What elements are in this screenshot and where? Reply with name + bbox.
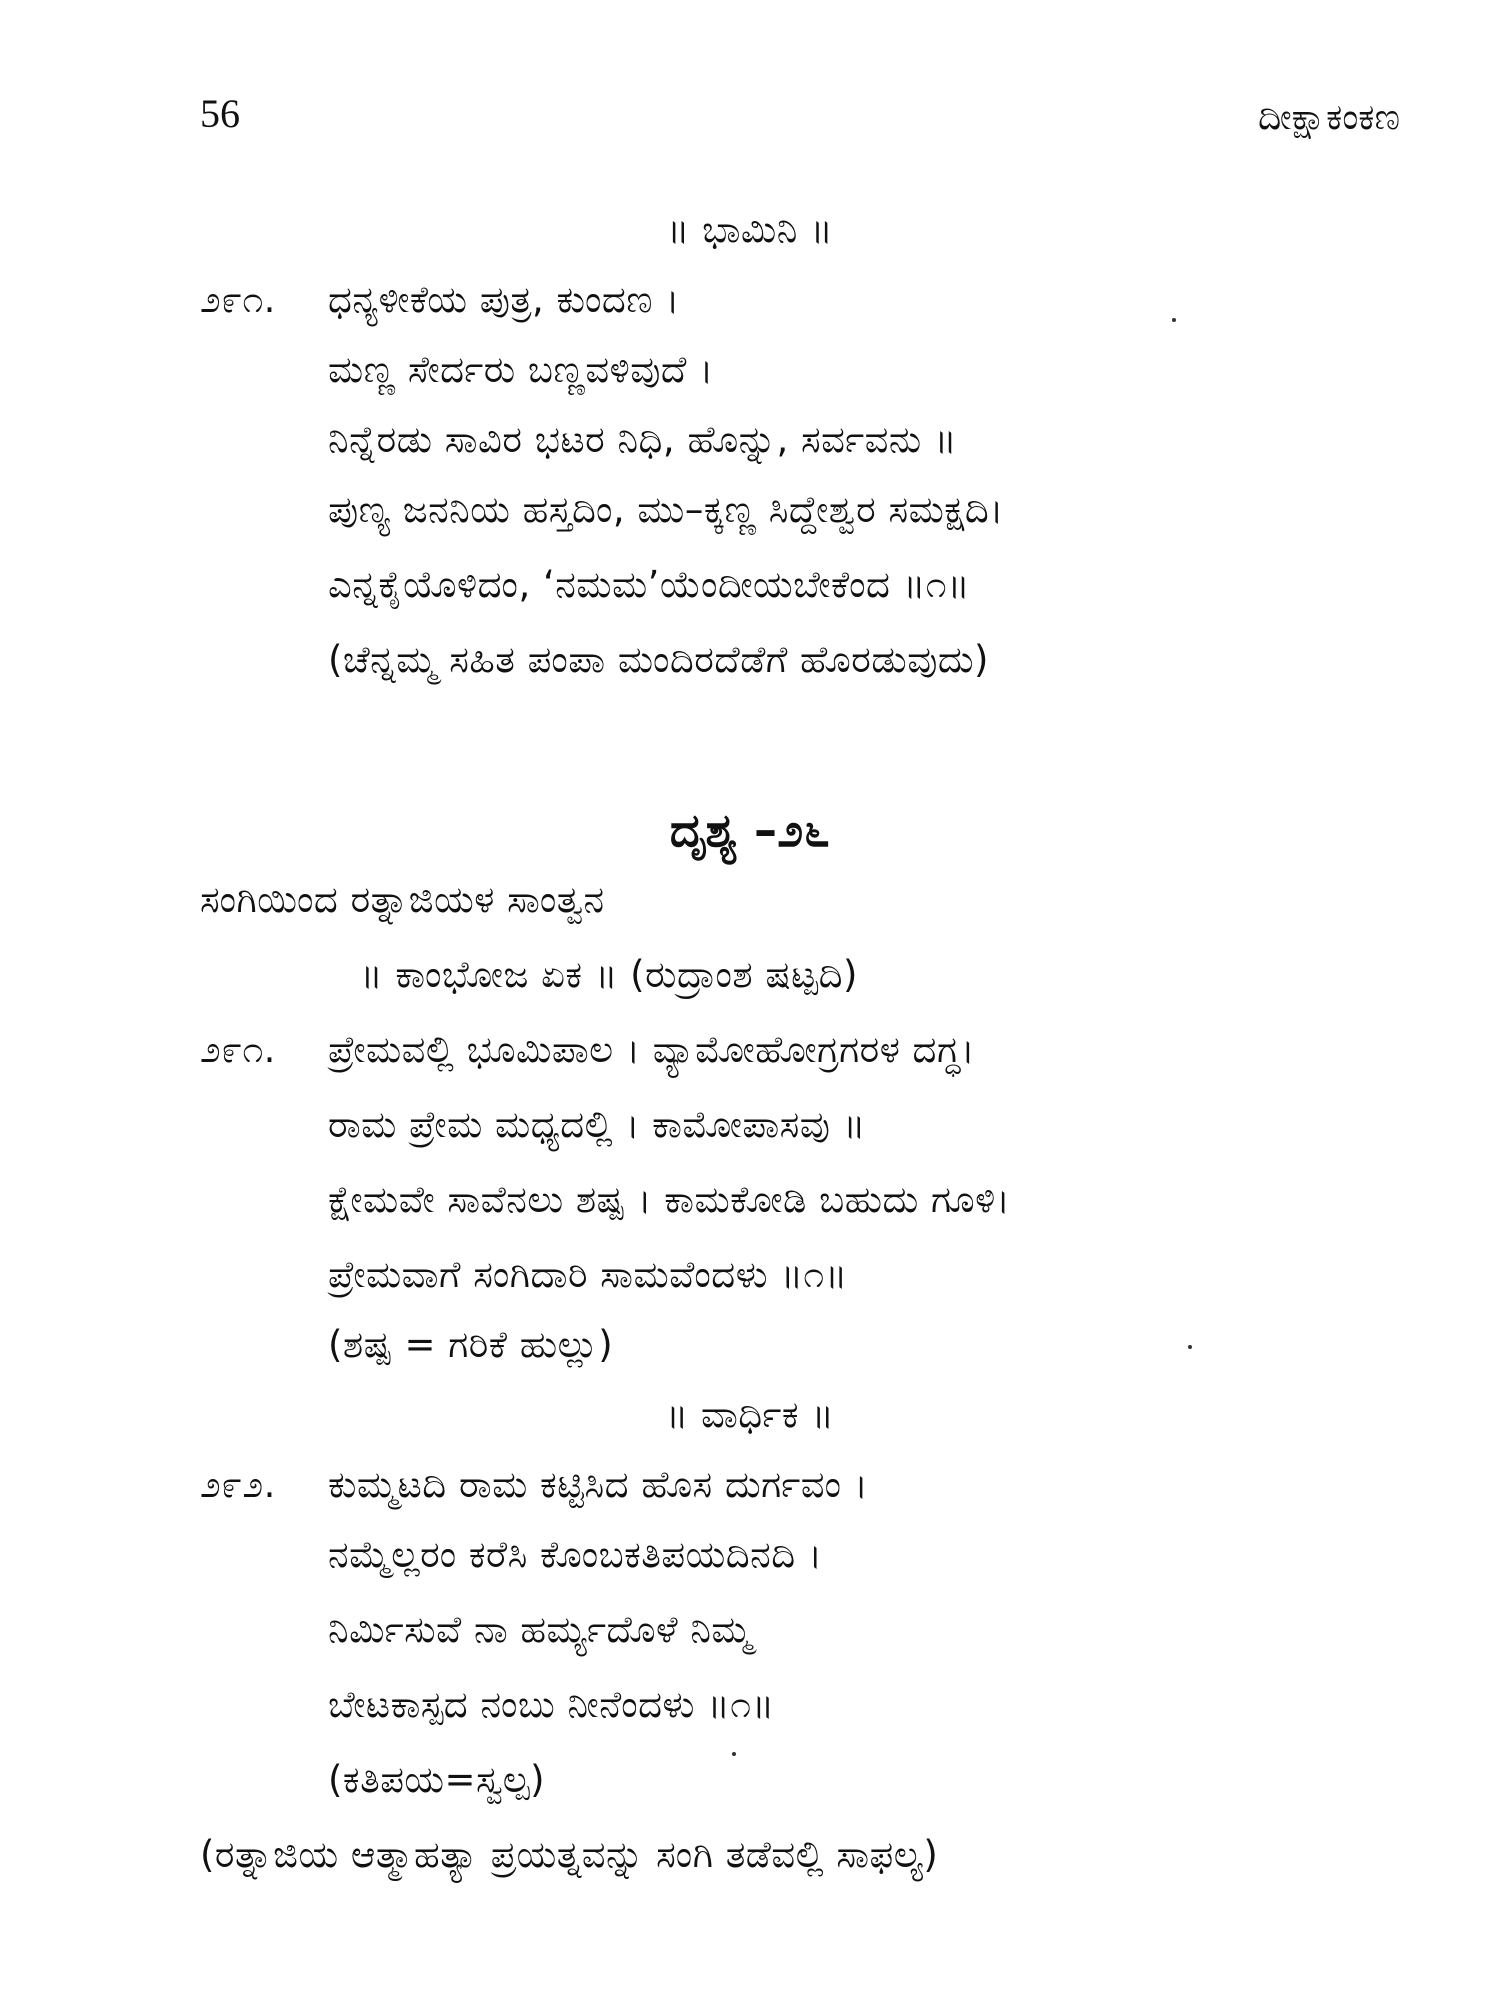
verse-line: ನಿನ್ನೆರಡು ಸಾವಿರ ಭಟರ ನಿಧಿ, ಹೊನ್ನು, ಸರ್ವವನು ॥ bbox=[328, 418, 958, 461]
verse-line: ಮಣ್ಣ ಸೇರ್ದರು ಬಣ್ಣವಳಿವುದೆ । bbox=[328, 348, 714, 391]
scan-speck bbox=[732, 1752, 736, 1756]
scene-subtitle: ಸಂಗಿಯಿಂದ ರತ್ನಾಜಿಯಳ ಸಾಂತ್ವನ bbox=[200, 878, 605, 921]
verse-first-line bbox=[200, 1020, 975, 1080]
verse-line: ಕುಮ್ಮಟದಿ ರಾಮ ಕಟ್ಟಿಸಿದ ಹೊಸ ದುರ್ಗವಂ । bbox=[328, 1463, 869, 1506]
verse-number: ೨೯೨. bbox=[200, 1463, 276, 1506]
verse-line: ಎನ್ನಕೈಯೊಳಿದಂ, ‘ನಮಮ’ಯೆಂದೀಯಬೇಕೆಂದ ॥೧॥ bbox=[328, 563, 971, 606]
gloss-note: (ಶಷ್ಪ = ಗರಿಕೆ ಹುಲ್ಲು) bbox=[328, 1323, 614, 1366]
verse-first-line bbox=[200, 1455, 868, 1515]
verse-line: ನಿರ್ಮಿಸುವೆ ನಾ ಹರ್ಮ್ಯದೊಳೆ ನಿಮ್ಮ bbox=[328, 1608, 753, 1651]
verse-line: ಪುಣ್ಯ ಜನನಿಯ ಹಸ್ತದಿಂ, ಮು–ಕ್ಕಣ್ಣ ಸಿದ್ದೇಶ್ವರ ಸಮಕ್ಷದಿ। bbox=[328, 488, 1004, 531]
verse-line: ನಮ್ಮೆಲ್ಲರಂ ಕರೆಸಿ ಕೊಂಬಕತಿಪಯದಿನದಿ । bbox=[328, 1533, 823, 1576]
running-title: ದೀಕ್ಷಾಕಂಕಣ bbox=[1258, 97, 1400, 138]
verse-line: ಕ್ಷೇಮವೇ ಸಾವೆನಲು ಶಷ್ಪ । ಕಾಮಕೋಡಿ ಬಹುದು ಗೂಳಿ। bbox=[328, 1178, 1011, 1221]
verse-line: ಧನ್ಯಳೀಕೆಯ ಪುತ್ರ, ಕುಂದಣ । bbox=[328, 278, 680, 321]
verse-number: ೨೯೧. bbox=[200, 278, 276, 321]
verse-line: ಪ್ರೇಮವಾಗೆ ಸಂಗಿದಾರಿ ಸಾಮವೆಂದಳು ॥೧॥ bbox=[328, 1253, 848, 1296]
gloss-note: (ಕತಿಪಯ=ಸ್ವಲ್ಪ) bbox=[328, 1758, 546, 1801]
stage-direction: (ಚೆನ್ನಮ್ಮ ಸಹಿತ ಪಂಪಾ ಮಂದಿರದೆಡೆಗೆ ಹೊರಡುವುದು) bbox=[328, 638, 989, 681]
verse-first-line bbox=[200, 270, 680, 330]
verse-line: ರಾಮ ಪ್ರೇಮ ಮಧ್ಯದಲ್ಲಿ । ಕಾಮೋಪಾಸವು ॥ bbox=[328, 1103, 866, 1146]
scene-title: ದೃಶ್ಯ –೨೬ bbox=[669, 803, 831, 857]
page-number: 56 bbox=[200, 91, 240, 136]
verse-number: ೨೯೧. bbox=[200, 1028, 276, 1071]
scan-speck bbox=[1172, 318, 1176, 322]
meter-heading: ॥ ವಾರ್ಧಿಕ ॥ bbox=[665, 1393, 835, 1436]
verse-line: ಬೇಟಕಾಸ್ಪದ ನಂಬು ನೀನೆಂದಳು ॥೧॥ bbox=[328, 1683, 775, 1726]
stage-direction: (ರತ್ನಾಜಿಯ ಆತ್ಮಾಹತ್ಯಾ ಪ್ರಯತ್ನವನ್ನು ಸಂಗಿ ತಡೆವಲ್ಲಿ ಸಾಫಲ್ಯ) bbox=[200, 1833, 939, 1876]
meter-heading: ॥ ಕಾಂಭೋಜ ಏಕ ॥ (ರುದ್ರಾಂಶ ಷಟ್ಪದಿ) bbox=[360, 953, 858, 996]
scan-speck bbox=[1188, 1345, 1192, 1349]
meter-heading: ॥ ಭಾಮಿನಿ ॥ bbox=[666, 208, 834, 251]
verse-line: ಪ್ರೇಮವಲ್ಲಿ ಭೂಮಿಪಾಲ । ವ್ಯಾಮೋಹೋಗ್ರಗರಳ ದಗ್ಧ। bbox=[328, 1028, 976, 1071]
